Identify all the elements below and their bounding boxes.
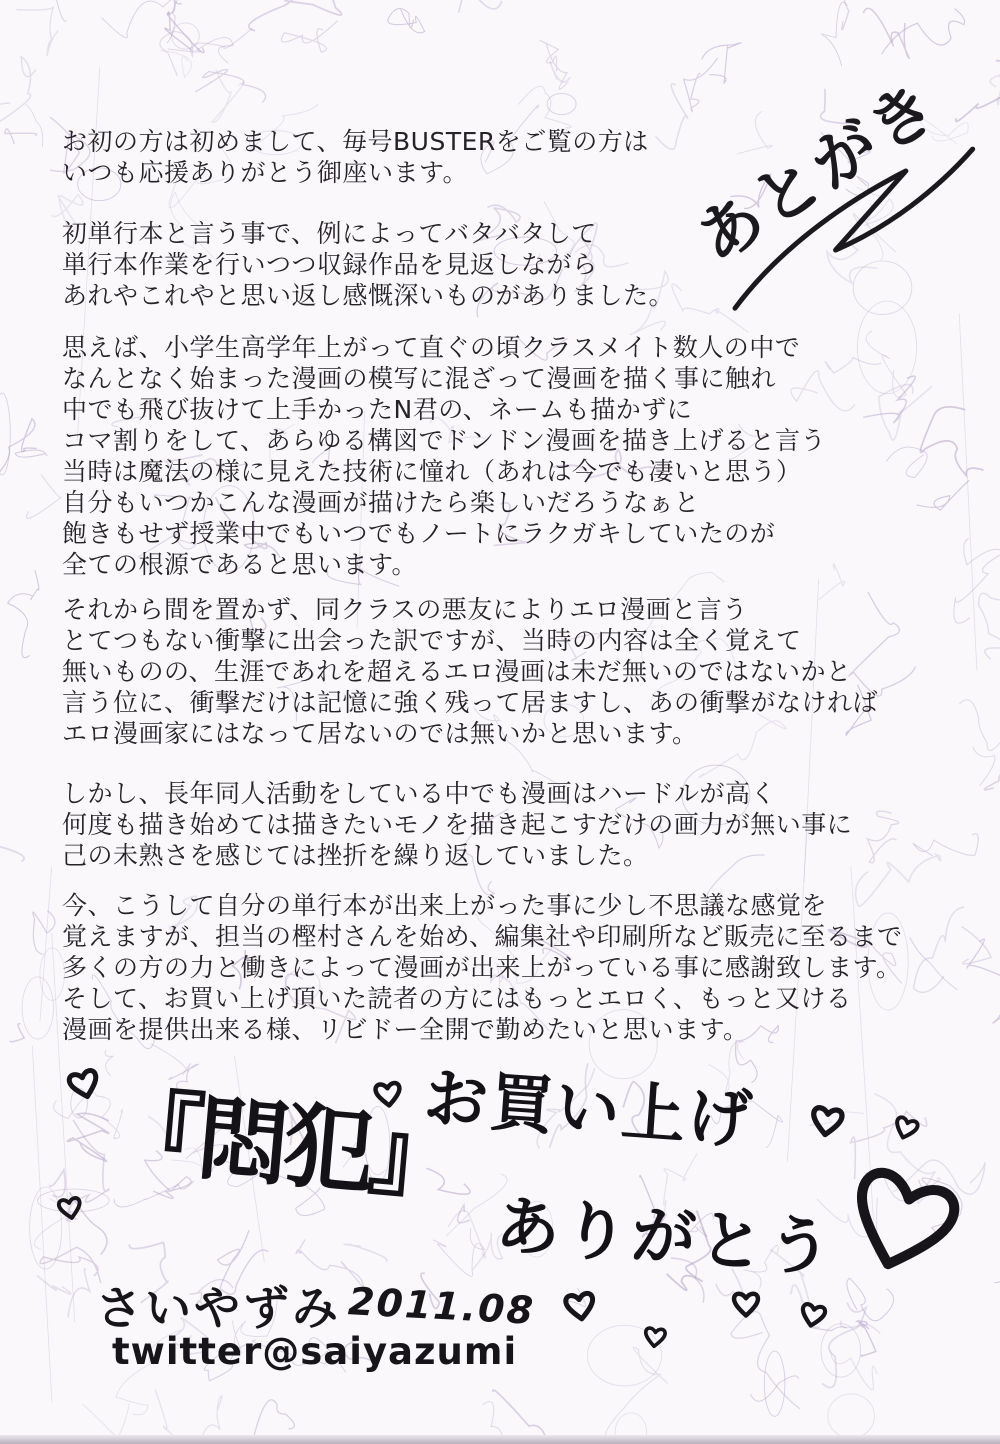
text-line: 言う位に、衝撃だけは記憶に強く残って居ますし、あの衝撃がなければ: [62, 688, 879, 717]
text-line: いつも応援ありがとう御座います。: [62, 158, 469, 187]
heart-icon: [730, 1288, 762, 1320]
signature-name: さいやずみ: [96, 1281, 341, 1335]
paragraph-4: [62, 594, 878, 749]
heart-icon: [560, 1286, 601, 1327]
heart-icon: [641, 1323, 670, 1352]
text-line: 思えば、小学生高学年上がって直ぐの頃クラスメイト数人の中で: [62, 333, 801, 362]
heart-icon: [795, 1297, 831, 1333]
text-line: コマ割りをして、あらゆる構図でドンドン漫画を描き上げると言う: [62, 426, 827, 455]
text-line: 今、こうして自分の単行本が出来上がった事に少し不思議な感覚を: [62, 891, 828, 920]
text-line: 何度も描き始めては描きたいモノを描き起こすだけの画力が無い事に: [62, 810, 853, 839]
text-line: 中でも飛び抜けて上手かったN君の、ネームも描かずに: [62, 395, 693, 424]
text-line: 覚えますが、担当の樫村さんを始め、編集社や印刷所など販売に至るまで: [62, 922, 903, 951]
text-line: エロ漫画家にはなって居ないのでは無いかと思います。: [62, 719, 698, 748]
text-line: 飽きもせず授業中でもいつでもノートにラクガキしていたのが: [62, 519, 776, 548]
text-line: 無いものの、生涯であれを超えるエロ漫画は未だ無いのではないかと: [62, 657, 852, 686]
paragraph-3: [62, 332, 826, 580]
heart-icon: [806, 1100, 849, 1143]
text-line: 当時は魔法の様に見えた技術に憧れ（あれは今でも凄いと思う）: [62, 457, 802, 486]
page-edge-shadow: [0, 1435, 1000, 1444]
text-line: あれやこれやと思い返し感慨深いものがありました。: [62, 281, 675, 310]
text-line: とてつもない衝撃に出会った訳ですが、当時の内容は全く覚えて: [62, 626, 802, 655]
paragraph-5: [62, 778, 852, 871]
heart-icon: [370, 1076, 405, 1111]
text-line: それから間を置かず、同クラスの悪友によりエロ漫画と言う: [62, 595, 748, 624]
signature-twitter: twitter@saiyazumi: [112, 1330, 518, 1373]
text-line: 多くの方の力と働きによって漫画が出来上がっている事に感謝致します。: [62, 953, 902, 982]
text-line: 全ての根源であると思います。: [62, 550, 418, 579]
paragraph-6: [62, 890, 903, 1045]
text-line: 漫画を提供出来る様、リビドー全開で勤めたいと思います。: [62, 1015, 749, 1044]
text-line: 初単行本と言う事で、例によってバタバタして: [62, 219, 597, 248]
text-line: しかし、長年同人活動をしている中でも漫画はハードルが高く: [62, 779, 777, 808]
paragraph-2: [62, 218, 674, 311]
heart-icon: [54, 1192, 86, 1224]
afterword-title-text: あとがき: [684, 67, 953, 278]
text-line: お初の方は初めまして、毎号BUSTERをご覧の方は: [62, 127, 649, 156]
closing-book-title: 『悶犯』: [107, 1077, 460, 1214]
paragraph-1: [62, 126, 649, 188]
text-line: なんとなく始まった漫画の模写に混ざって漫画を描く事に触れ: [62, 364, 777, 393]
text-line: 単行本作業を行いつつ収録作品を見返しながら: [62, 250, 598, 279]
text-line: そして、お買い上げ頂いた読者の方にはもっとエロく、もっと又ける: [62, 984, 852, 1013]
closing-thanks-line2: ありがとう: [493, 1189, 838, 1287]
text-line: 自分もいつかこんな漫画が描けたら楽しいだろうなぁと: [62, 488, 700, 517]
text-line: 己の未熟さを感じては挫折を繰り返していました。: [62, 841, 649, 870]
closing-thanks-line1: お買い上げ: [421, 1061, 756, 1159]
signature-date: 2011.08: [346, 1279, 537, 1333]
